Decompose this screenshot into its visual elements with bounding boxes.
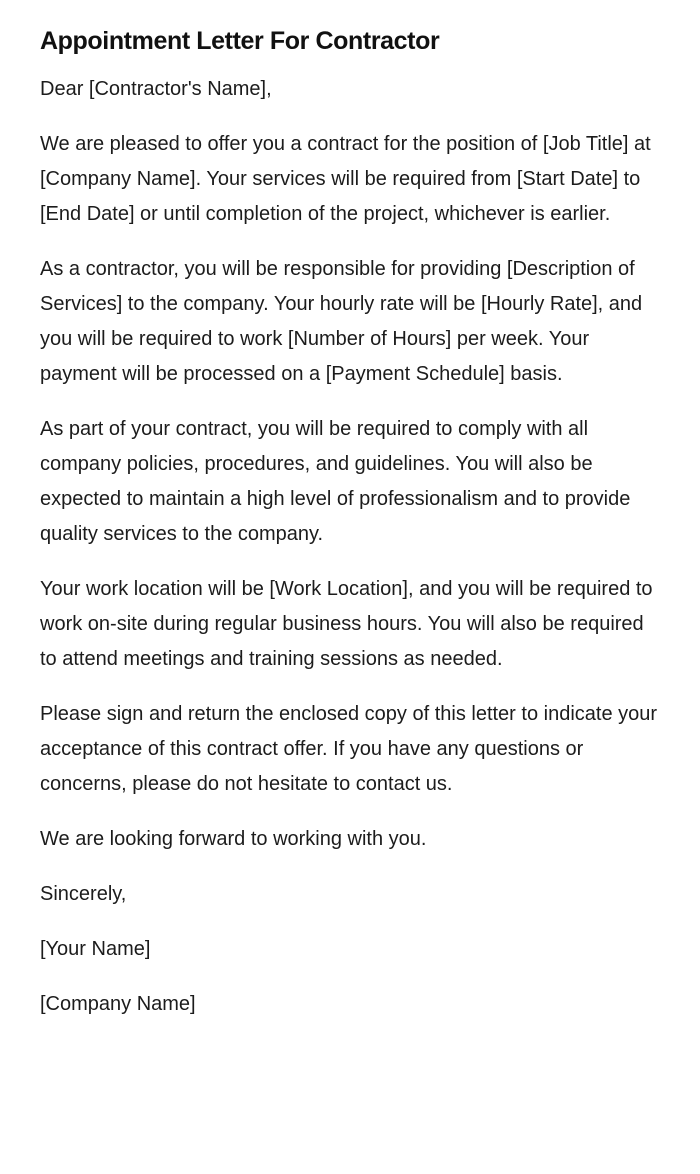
salutation: Dear [Contractor's Name], <box>40 78 272 100</box>
paragraph-acceptance: Please sign and return the enclosed copy of this letter to indicate your acceptance of this contract offer. If you have any questions or concerns, please do not hesitate to contact us. <box>40 703 658 795</box>
paragraph-compliance: As part of your contract, you will be required to comply with all company policies, procedures, and guidelines. You will also be expected to maintain a high level of professionalism and to provide quality services to the company. <box>40 418 631 545</box>
paragraph-work-location: Your work location will be [Work Location], and you will be required to work on-site during regular business hours. You will also be required to attend meetings and training sessions as needed. <box>40 578 653 670</box>
letter-title: Appointment Letter For Contractor <box>40 27 440 55</box>
sign-off: Sincerely, <box>40 883 127 905</box>
sender-company: [Company Name] <box>40 993 196 1015</box>
paragraph-offer: We are pleased to offer you a contract for the position of [Job Title] at [Company Name]. Your services will be required from [Start Date] to [End Date] or until completion of the project, whichever is earlier. <box>40 133 651 225</box>
sender-name: [Your Name] <box>40 938 151 960</box>
paragraph-responsibilities: As a contractor, you will be responsible for providing [Description of Services] to the company. Your hourly rate will be [Hourly Rate], and you will be required to work [Number of Hours] per week. Your payment will be processed on a [Payment Schedule] basis. <box>40 258 643 385</box>
closing-line: We are looking forward to working with you. <box>40 828 427 850</box>
